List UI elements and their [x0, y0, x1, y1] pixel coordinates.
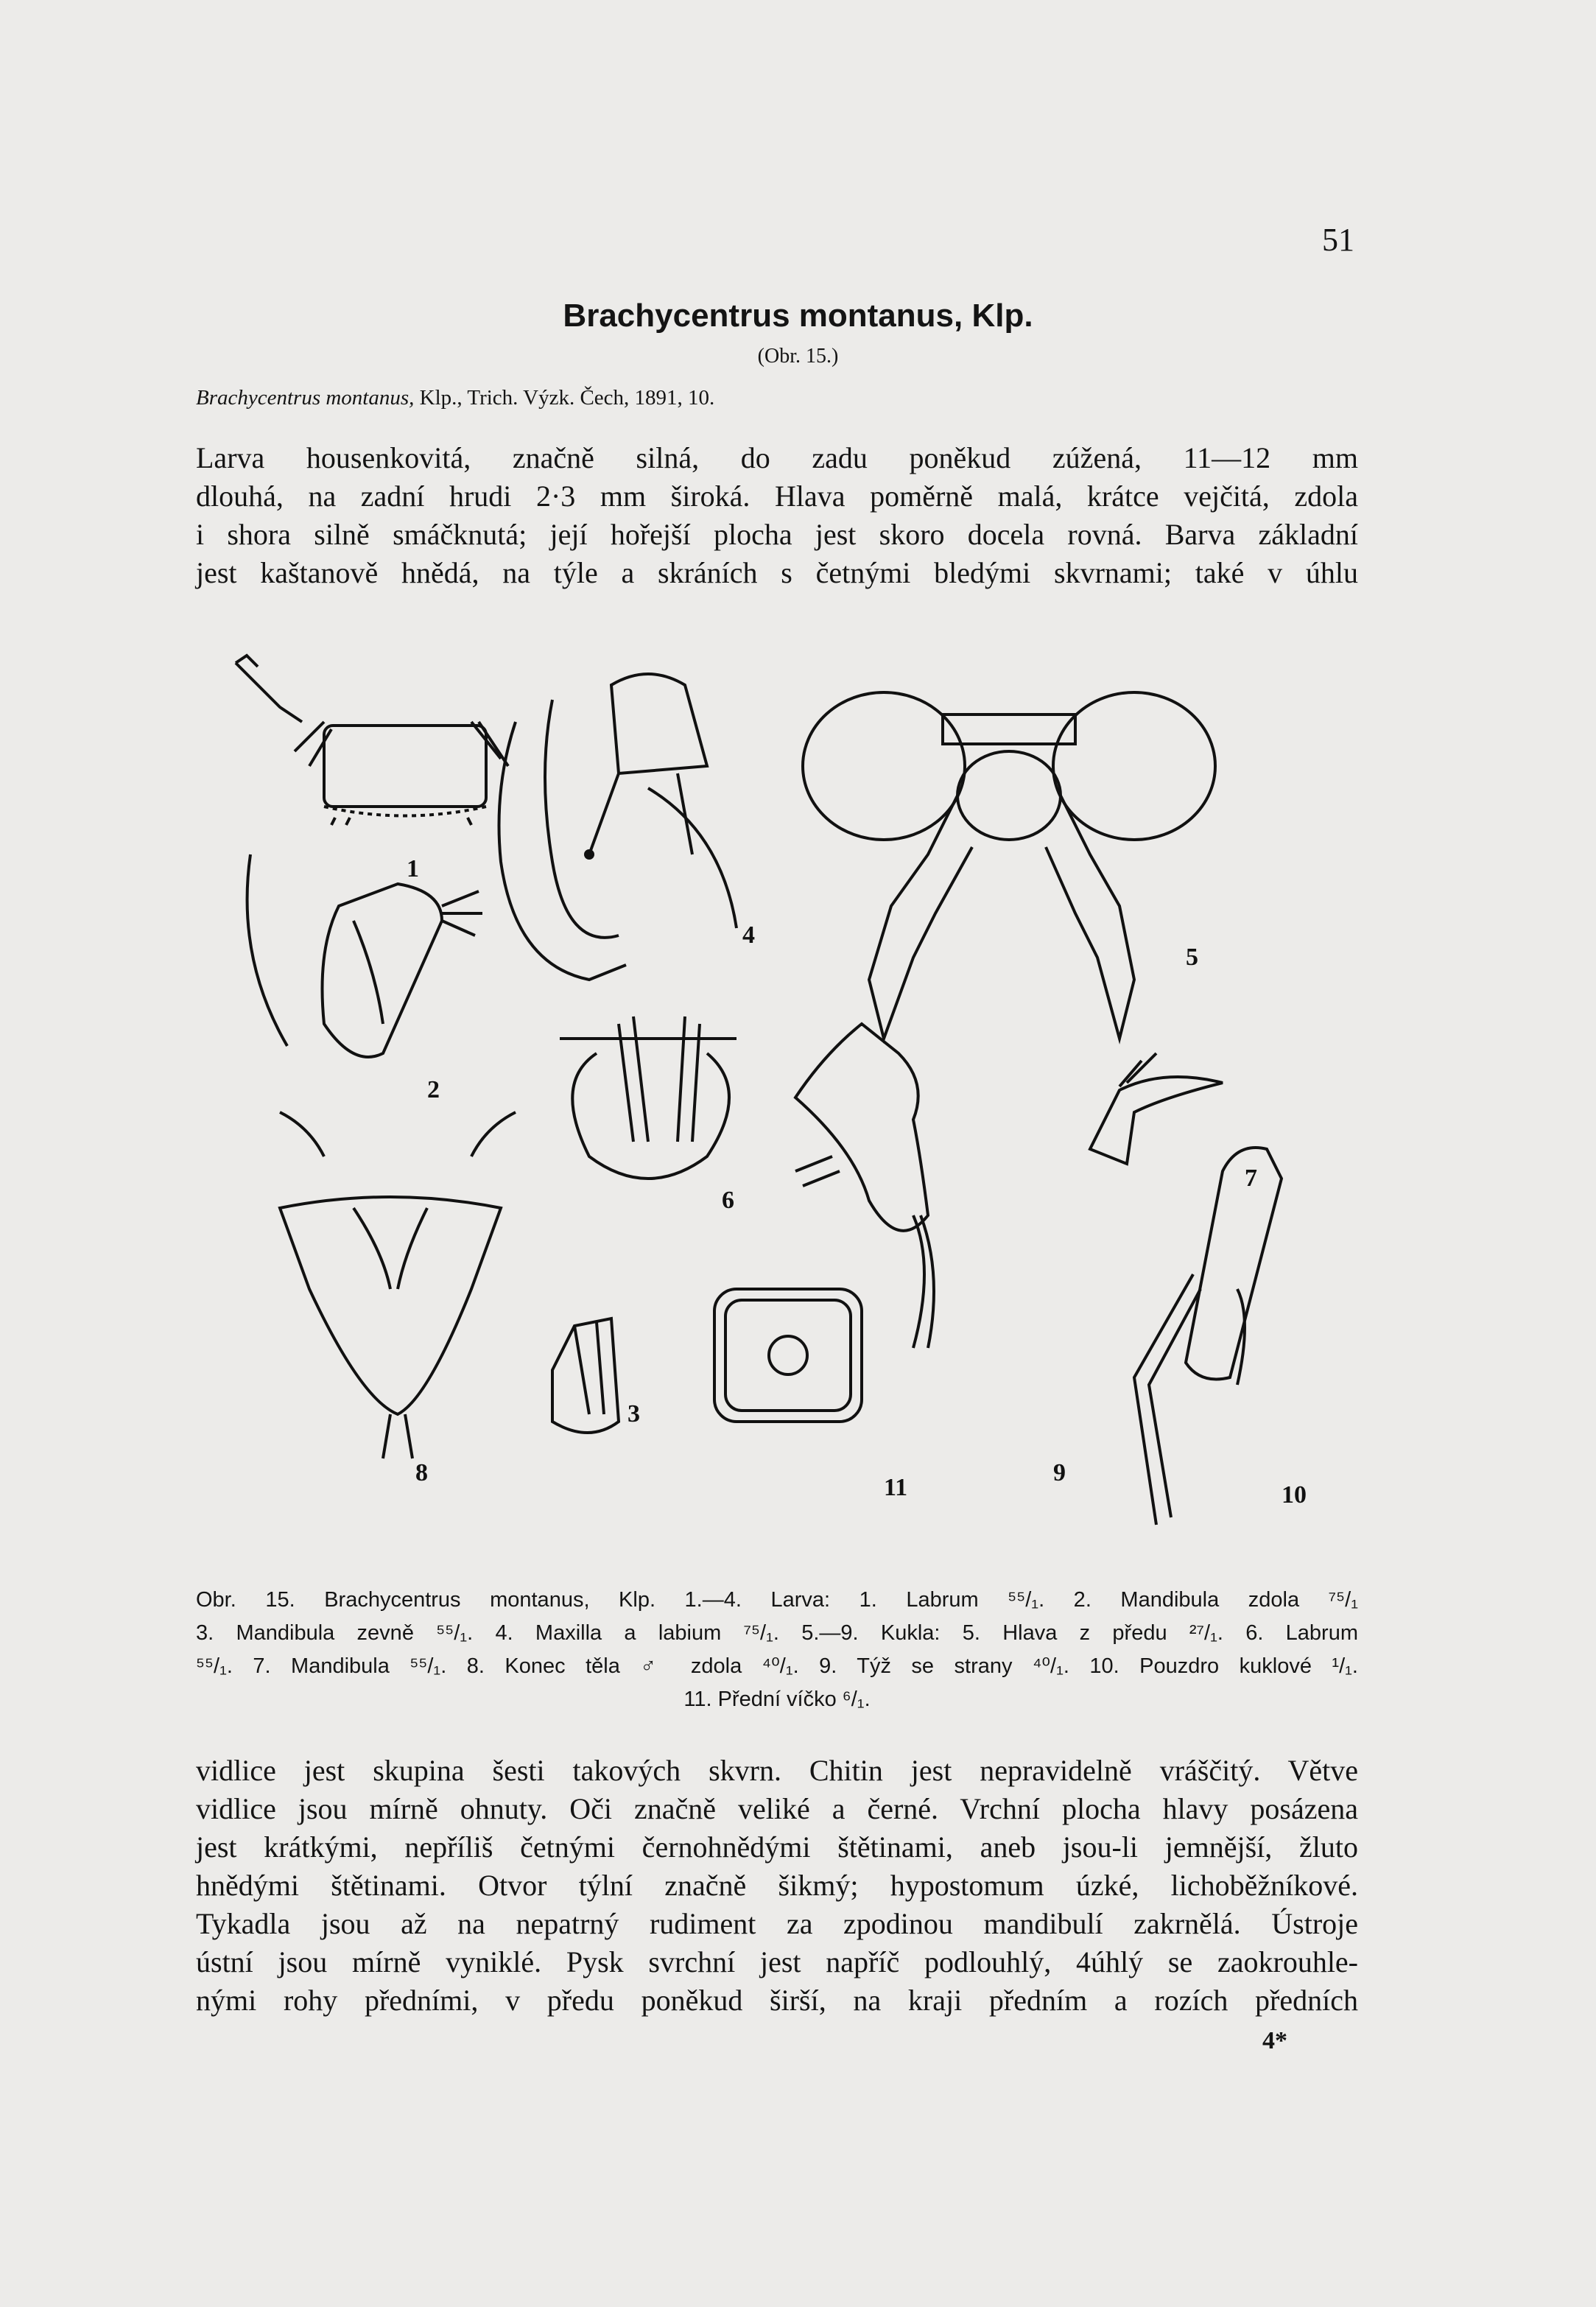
- figure-7-mandibula: [1090, 1053, 1223, 1164]
- figure-label-11: 11: [884, 1474, 908, 1501]
- citation-source: Klp., Trich. Výzk. Čech, 1891, 10.: [419, 386, 715, 410]
- figure-label-3: 3: [627, 1400, 640, 1428]
- paragraph-line: vidlice jsou mírně ohnuty. Oči značně veliké a černé. Vrchní plocha hlavy posázena: [196, 1792, 1358, 1825]
- figure-1-labrum: [236, 656, 508, 825]
- figure-label-1: 1: [407, 855, 419, 882]
- figure-plate-15: [206, 641, 1355, 1584]
- paragraph-line: Larva housenkovitá, značně silná, do zadu poněkud zúžená, 11—12 mm: [196, 441, 1358, 474]
- caption-line: ⁵⁵/₁. 7. Mandibula ⁵⁵/₁. 8. Konec těla ♂ zdola ⁴⁰/₁. 9. Týž se strany ⁴⁰/₁. 10. Pouzdro kuklové ¹/₁.: [196, 1654, 1358, 1678]
- figure-label-9: 9: [1053, 1459, 1066, 1486]
- figure-label-2: 2: [427, 1076, 440, 1103]
- figure-label-4: 4: [742, 921, 755, 949]
- figure-label-7: 7: [1245, 1165, 1257, 1192]
- species-title: Brachycentrus montanus, Klp.: [563, 298, 1033, 334]
- figure-5-head-front: [803, 692, 1215, 1039]
- citation: [196, 386, 714, 410]
- figure-8-body-end: [280, 1112, 516, 1458]
- caption-line: 3. Mandibula zevně ⁵⁵/₁. 4. Maxilla a labium ⁷⁵/₁. 5.—9. Kukla: 5. Hlava z předu ²⁷/₁. 6. Labrum: [196, 1621, 1358, 1645]
- figure-caption: [196, 1584, 1358, 1716]
- figure-label-5: 5: [1186, 944, 1198, 971]
- figure-3-mandibula-side: [552, 1318, 619, 1433]
- paragraph-line: ústní jsou mírně vyniklé. Pysk svrchní jest napříč podlouhlý, 4úhlý se zaokrouhle-: [196, 1945, 1358, 1978]
- signature-mark: 4*: [1262, 2027, 1287, 2054]
- paragraph-line: hnědými štětinami. Otvor týlní značně šikmý; hypostomum úzké, lichoběžníkové.: [196, 1869, 1358, 1902]
- paragraph-line: i shora silně smáčknutá; její hořejší plocha jest skoro docela rovná. Barva základní: [196, 518, 1358, 551]
- figure-11-front-lid: [714, 1289, 862, 1422]
- paragraph-line: nými rohy předními, v předu poněkud širší, na kraji předním a rozích předních: [196, 1984, 1358, 2017]
- paragraph-line: jest kaštanově hnědá, na týle a skráních s četnými bledými skvrnami; také v úhlu: [196, 556, 1358, 589]
- page-number: 51: [1322, 222, 1354, 258]
- figure-label-6: 6: [722, 1187, 734, 1214]
- paragraph-line: dlouhá, na zadní hrudi 2·3 mm široká. Hlava poměrně malá, krátce vejčitá, zdola: [196, 480, 1358, 513]
- paragraph-line: vidlice jest skupina šesti takových skvrn. Chitin jest nepravidelně vráščitý. Větve: [196, 1754, 1358, 1787]
- figure-4-maxilla-labium: [499, 674, 737, 1039]
- figure-10-pupal-case: [1134, 1148, 1282, 1525]
- paragraph-line: Tykadla jsou až na nepatrný rudiment za zpodinou mandibulí zakrnělá. Ústroje: [196, 1907, 1358, 1940]
- figure-label-8: 8: [415, 1459, 428, 1486]
- figure-6-labrum-pupa: [572, 1016, 729, 1179]
- paragraph-continued: [196, 1752, 1358, 2020]
- figure-reference: (Obr. 15.): [757, 345, 839, 368]
- figure-2-mandibula-below: [247, 854, 482, 1057]
- citation-species: Brachycentrus montanus,: [196, 386, 415, 410]
- figure-label-10: 10: [1282, 1481, 1307, 1509]
- caption-line: 11. Přední víčko ⁶/₁.: [683, 1688, 871, 1711]
- caption-line: Obr. 15. Brachycentrus montanus, Klp. 1.—4. Larva: 1. Labrum ⁵⁵/₁. 2. Mandibula zdola ⁷⁵/₁: [196, 1588, 1358, 1612]
- paragraph-line: jest krátkými, nepříliš četnými černohnědými štětinami, aneb jsou-li jemnější, žluto: [196, 1830, 1358, 1864]
- paragraph-larva-description: [196, 439, 1358, 592]
- figure-illustration: [206, 641, 1355, 1584]
